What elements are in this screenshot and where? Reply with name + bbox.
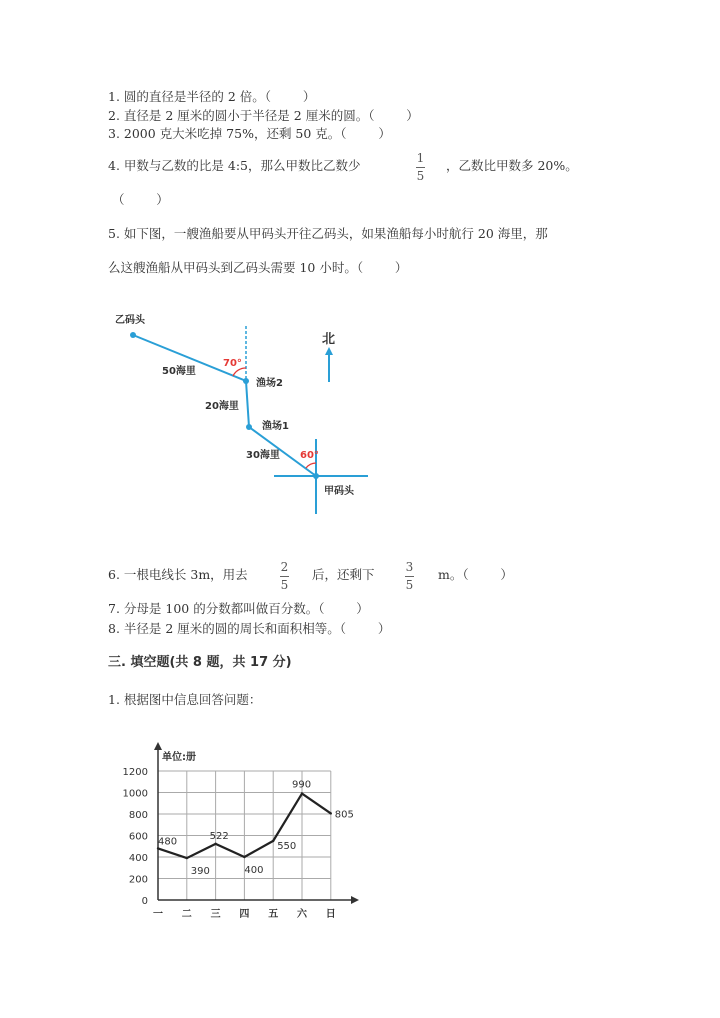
question-4-text-end: ，乙数比甲数多 20%。	[446, 158, 578, 173]
x-tick-label: 二	[181, 909, 192, 920]
data-label: 990	[292, 779, 312, 791]
numerator: 1	[416, 151, 425, 165]
question-8: 8. 半径是 2 厘米的圆的周长和面积相等。（ ）	[108, 621, 391, 636]
label-dist-50: 50海里	[162, 366, 196, 377]
question-2: 2. 直径是 2 厘米的圆小于半径是 2 厘米的圆。（ ）	[108, 108, 419, 123]
denominator: 5	[280, 578, 289, 592]
question-1: 1. 圆的直径是半径的 2 倍。（ ）	[108, 89, 316, 104]
label-dist-30: 30海里	[246, 450, 280, 461]
data-point	[214, 843, 216, 845]
question-6-text-mid: 后，还剩下	[312, 567, 375, 582]
y-tick-label: 600	[128, 831, 148, 843]
data-label: 550	[277, 840, 297, 852]
data-point	[330, 812, 332, 814]
y-tick-label: 1000	[122, 788, 148, 800]
label-north: 北	[322, 332, 336, 347]
x-tick-label: 三	[210, 909, 221, 920]
y-tick-label: 1200	[122, 767, 148, 778]
numerator: 2	[280, 560, 289, 574]
label-jia-dock: 甲码头	[324, 486, 354, 497]
x-tick-label: 一	[153, 909, 163, 920]
label-dist-20: 20海里	[205, 401, 239, 412]
data-label: 400	[244, 865, 264, 876]
data-point	[301, 792, 303, 794]
question-4-text: 4. 甲数与乙数的比是 4:5，那么甲数比乙数少	[108, 158, 361, 173]
y-tick-label: 800	[128, 810, 148, 821]
denominator: 5	[405, 578, 414, 592]
question-7: 7. 分母是 100 的分数都叫做百分数。（ ）	[108, 601, 369, 616]
data-label: 480	[158, 836, 178, 848]
question-5-line1: 5. 如下图，一艘渔船要从甲码头开往乙码头，如果渔船每小时航行 20 海里，那	[108, 226, 548, 241]
x-axis-arrow-icon	[351, 896, 359, 904]
question-4-answer: （ ）	[112, 192, 169, 207]
data-point	[243, 856, 245, 858]
y-axis-arrow-icon	[154, 742, 162, 750]
label-fishery2: 渔场2	[256, 378, 283, 389]
y-tick-label: 0	[141, 896, 148, 907]
data-point	[157, 847, 159, 849]
question-3: 3. 2000 克大米吃掉 75%，还剩 50 克。（ ）	[108, 126, 391, 141]
section-3-heading: 三. 填空题(共 8 题，共 17 分)	[108, 655, 292, 670]
question-6-text-end: m。（ ）	[438, 567, 513, 582]
x-tick-label: 四	[239, 909, 250, 920]
x-tick-label: 日	[325, 909, 336, 920]
label-fishery1: 渔场1	[262, 421, 289, 432]
data-point	[186, 857, 188, 859]
denominator: 5	[416, 169, 425, 183]
question-6-text: 6. 一根电线长 3m，用去	[108, 567, 248, 582]
x-tick-label: 六	[297, 909, 307, 920]
y-tick-label: 400	[128, 853, 148, 864]
label-yi-dock: 乙码头	[115, 315, 145, 326]
unit-label: 单位:册	[162, 752, 196, 763]
x-tick-label: 五	[268, 909, 279, 920]
numerator: 3	[405, 560, 414, 574]
label-angle-70: 70°	[223, 358, 242, 369]
data-point	[272, 840, 274, 842]
data-label: 522	[209, 830, 229, 842]
label-angle-60: 60°	[300, 450, 319, 461]
data-label: 805	[334, 809, 354, 821]
section-3-question-1: 1. 根据图中信息回答问题：	[108, 692, 262, 707]
y-tick-label: 200	[128, 874, 148, 886]
data-label: 390	[190, 866, 210, 878]
question-5-line2: 么这艘渔船从甲码头到乙码头需要 10 小时。（ ）	[108, 260, 408, 275]
